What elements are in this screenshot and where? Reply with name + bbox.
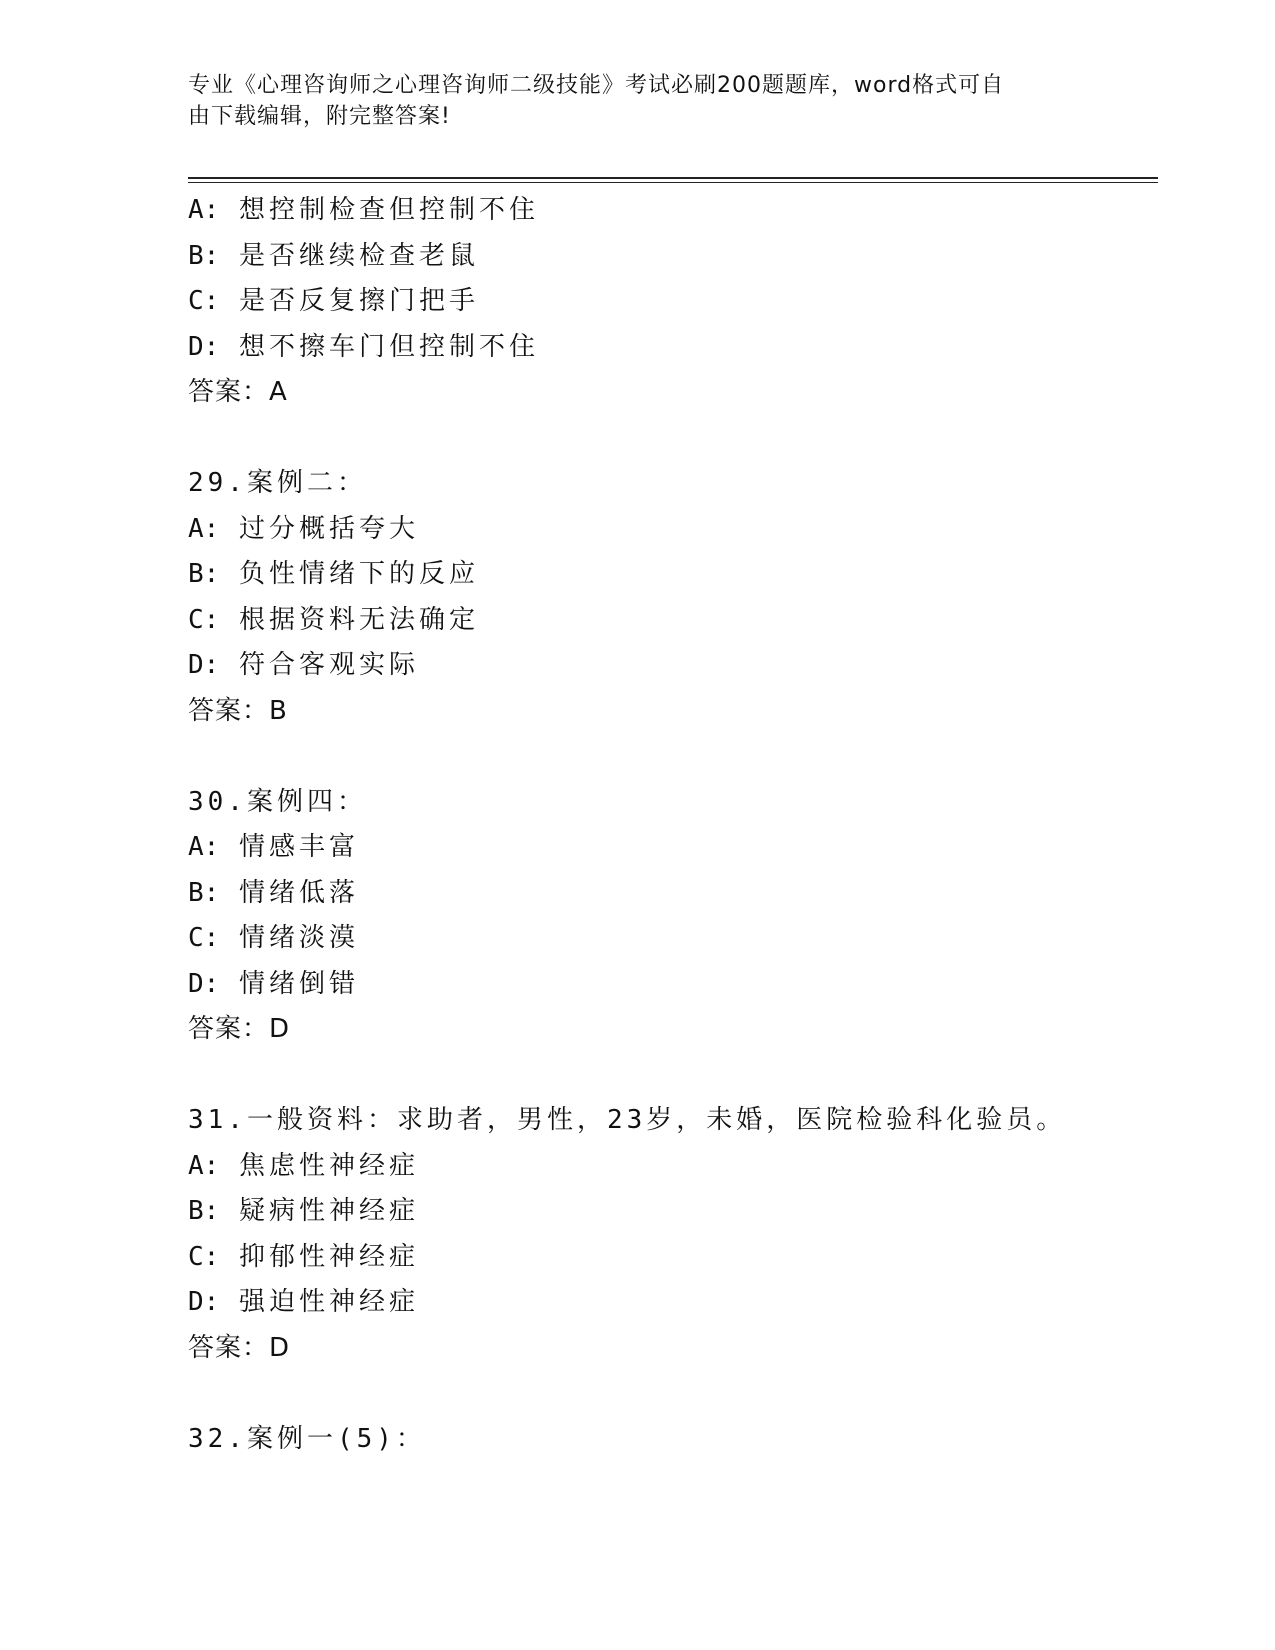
answer-line: 答案：A bbox=[188, 377, 288, 407]
option-b: B: 疑病性神经症 bbox=[188, 1196, 419, 1226]
answer-line: 答案：D bbox=[188, 1332, 291, 1363]
option-c: C: 是否反复擦门把手 bbox=[188, 286, 479, 316]
question-block-28 bbox=[188, 188, 1168, 416]
header-divider bbox=[188, 177, 1158, 183]
question-title: 32.案例一(5)： bbox=[188, 1423, 426, 1454]
block-spacer bbox=[188, 1053, 1168, 1099]
question-block-29 bbox=[188, 461, 1168, 734]
question-block-32 bbox=[188, 1417, 1168, 1463]
option-d: D: 情绪倒错 bbox=[188, 968, 359, 999]
option-b: B: 是否继续检查老鼠 bbox=[188, 240, 479, 271]
block-spacer bbox=[188, 1371, 1168, 1417]
option-b: B: 负性情绪下的反应 bbox=[188, 559, 479, 589]
option-c: C: 根据资料无法确定 bbox=[188, 604, 479, 635]
question-block-30 bbox=[188, 780, 1168, 1053]
question-title: 29.案例二： bbox=[188, 468, 367, 498]
question-title: 30.案例四： bbox=[188, 786, 367, 817]
option-c: C: 情绪淡漠 bbox=[188, 923, 359, 953]
answer-line: 答案：B bbox=[188, 695, 288, 726]
option-c: C: 抑郁性神经症 bbox=[188, 1241, 419, 1272]
option-d: D: 符合客观实际 bbox=[188, 650, 419, 680]
document-header bbox=[188, 70, 1068, 132]
option-a: A: 想控制检查但控制不住 bbox=[188, 195, 539, 225]
question-block-31 bbox=[188, 1098, 1168, 1371]
option-b: B: 情绪低落 bbox=[188, 877, 359, 908]
question-list bbox=[188, 188, 1168, 1462]
header-line-1: 专业《心理咨询师之心理咨询师二级技能》考试必刷200题题库，word格式可自 bbox=[188, 73, 1005, 98]
question-title: 31.一般资料：求助者，男性，23岁，未婚，医院检验科化验员。 bbox=[188, 1105, 1067, 1135]
header-line-2: 由下载编辑，附完整答案! bbox=[188, 104, 451, 129]
option-d: D: 强迫性神经症 bbox=[188, 1287, 419, 1317]
answer-line: 答案：D bbox=[188, 1014, 291, 1044]
block-spacer bbox=[188, 734, 1168, 780]
option-a: A: 情感丰富 bbox=[188, 832, 359, 862]
block-spacer bbox=[188, 416, 1168, 462]
option-d: D: 想不擦车门但控制不住 bbox=[188, 331, 539, 362]
option-a: A: 过分概括夸大 bbox=[188, 513, 419, 544]
option-a: A: 焦虑性神经症 bbox=[188, 1150, 419, 1181]
